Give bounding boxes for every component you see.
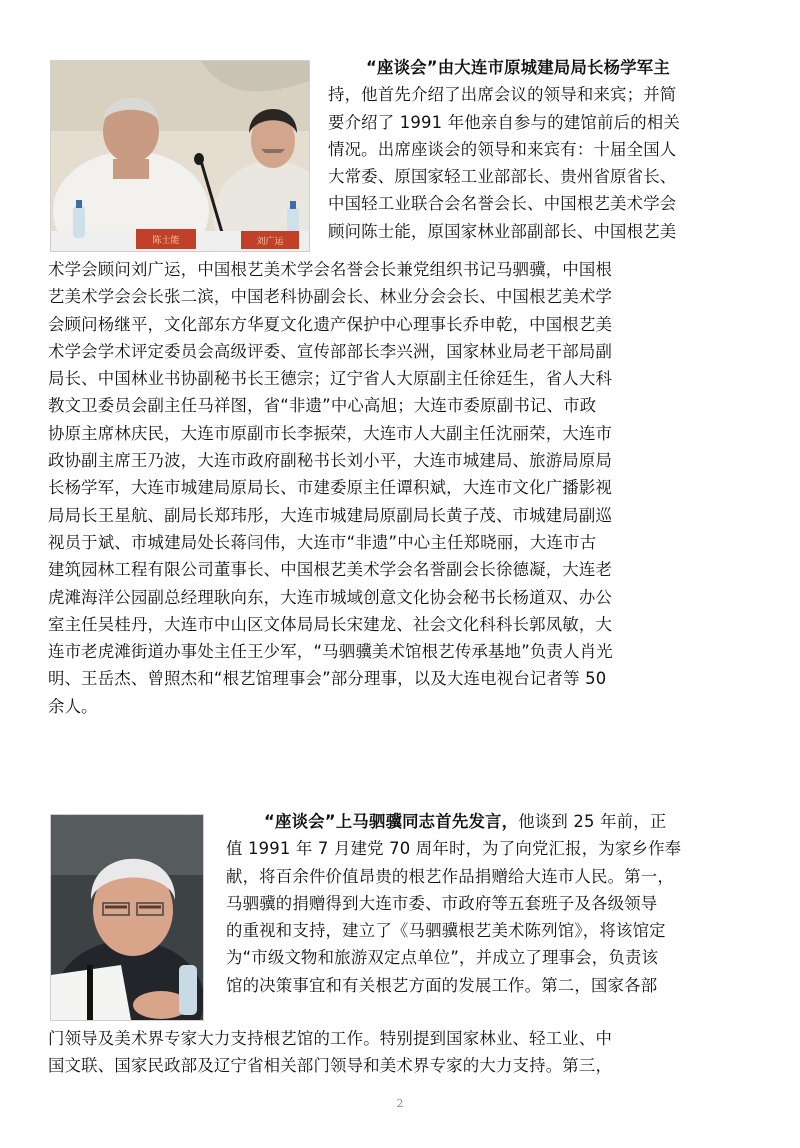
text-line: 教文卫委员会副主任马祥图，省“非遗”中心高旭；大连市委原副书记、市政 (48, 396, 597, 416)
speaker-photo-image (51, 815, 203, 1020)
text-line: 视员于斌、市城建局处长蒋闫伟，大连市“非遗”中心主任郑晓丽，大连市古 (48, 532, 597, 552)
text-line: 术学会学术评定委员会高级评委、宣传部部长李兴洲，国家林业局老干部局副 (48, 341, 613, 361)
speaker-photo (50, 814, 204, 1021)
text-line: 政协副主席王乃波，大连市政府副秘书长刘小平，大连市城建局、旅游局原局 (48, 451, 613, 471)
text-line: 室主任吴桂丹，大连市中山区文体局局长宋建龙、社会文化科科长郭凤敏，大 (48, 614, 613, 634)
text-line: 连市老虎滩街道办事处主任王少军，“马驷骥美术馆根艺传承基地”负责人肖光 (48, 642, 613, 662)
text-line: 术学会顾问刘广运，中国根艺美术学会名誉会长兼党组织书记马驷骥，中国根 (48, 260, 613, 279)
text-line: 门领导及美术界专家大力支持根艺馆的工作。特别提到国家林业、轻工业、中 (48, 1029, 613, 1048)
text-line: 要介绍了 1991 年他亲自参与的建馆前后的相关 (328, 112, 680, 132)
text-line: 建筑园林工程有限公司董事长、中国根艺美术学会名誉副会长徐德凝，大连老 (48, 560, 613, 580)
text-line: 国文联、国家民政部及辽宁省相关部门领导和美术界专家的大力支持。第三， (48, 1056, 613, 1076)
text-line: 长杨学军，大连市城建局原局长、市建委原主任谭积斌，大连市文化广播影视 (48, 478, 613, 498)
paragraph-lead-line (226, 808, 748, 835)
text-line: 局长、中国林业书协副秘书长王德宗；辽宁省人大原副主任徐廷生，省人大科 (48, 369, 613, 389)
paragraph-attendees (48, 54, 748, 720)
text-line: 虎滩海洋公园副总经理耿向东，大连市城域创意文化协会秘书长杨道双、办公 (48, 587, 613, 607)
text-line: 马驷骥的捐赠得到大连市委、市政府等五套班子及各级领导 (226, 893, 658, 913)
text-line: 情况。出席座谈会的领导和来宾有：十届全国人 (328, 139, 677, 159)
text-line: 中国轻工业联合会名誉会长、中国根艺美术学会 (328, 194, 677, 214)
text-line: 馆的决策事宜和有关根艺方面的发展工作。第二，国家各部 (226, 975, 658, 995)
paragraph-speech (48, 808, 748, 1080)
meeting-photo-image (51, 61, 309, 251)
paragraph-lead: “座谈会”上马驷骥同志首先发言， (264, 812, 519, 831)
paragraph-lead: “座谈会”由大连市原城建局局长杨学军主 (366, 58, 670, 77)
nameplate-left: 陈士能 (152, 236, 180, 246)
text-line: 会顾问杨继平，文化部东方华夏文化遗产保护中心理事长乔申乾，中国根艺美 (48, 314, 613, 334)
text-line: 值 1991 年 7 月建党 70 周年时，为了向党汇报，为家乡作奉 (226, 839, 682, 859)
paragraph-lead-rest: 他谈到 25 年前，正 (518, 812, 667, 831)
text-line: 大常委、原国家轻工业部部长、贵州省原省长、 (328, 167, 677, 187)
text-line: 顾问陈士能，原国家林业部副部长、中国根艺美 (328, 221, 677, 241)
text-line: 余人。 (48, 696, 98, 716)
page-number: 2 (396, 1097, 404, 1110)
text-line: 的重视和支持，建立了《马驷骥根艺美术陈列馆》，将该馆定 (226, 921, 666, 941)
text-line: 协原主席林庆民，大连市原副市长李振荣，大连市人大副主任沈丽荣，大连市 (48, 423, 613, 443)
text-line: 为“市级文物和旅游双定点单位”，并成立了理事会，负责该 (226, 948, 659, 968)
text-line: 献，将百余件价值昂贵的根艺作品捐赠给大连市人民。第一， (226, 866, 674, 886)
nameplate-right: 刘广运 (256, 237, 284, 247)
text-line: 明、王岳杰、曾照杰和“根艺馆理事会”部分理事，以及大连电视台记者等 50 (48, 669, 607, 689)
text-line: 持，他首先介绍了出席会议的领导和来宾；并简 (328, 85, 677, 105)
text-line: 艺美术学会会长张二滨，中国老科协副会长、林业分会会长、中国根艺美术学 (48, 287, 613, 307)
text-line: 局局长王星航、副局长郑玮彤，大连市城建局原副局长黄子茂、市城建局副巡 (48, 505, 613, 525)
meeting-photo (50, 60, 310, 252)
